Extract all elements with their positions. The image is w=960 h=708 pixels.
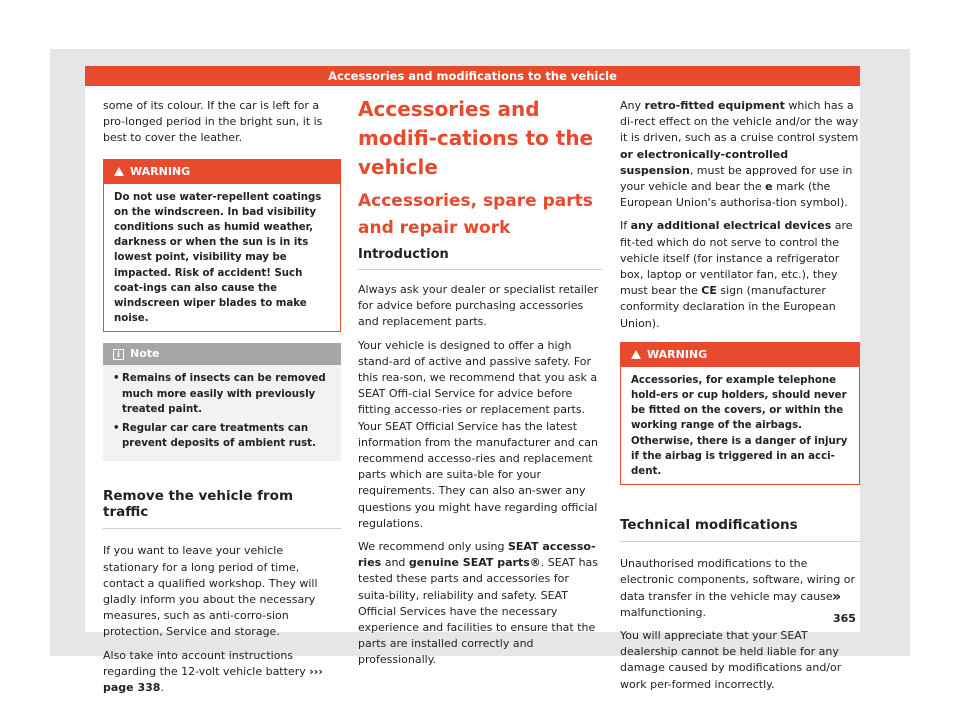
warning-header: [621, 343, 859, 367]
paragraph-text: and: [384, 556, 406, 570]
paragraph: [358, 539, 602, 669]
column-right: [620, 98, 860, 700]
paragraph-text: sign (manufacturer conformity declaration in the European Union).: [620, 284, 836, 330]
note-list: [103, 365, 341, 461]
paragraph-text: which has a di-rect effect on the vehicle and/or the way it is driven, such as a cruise control system: [620, 99, 859, 145]
paragraph-text: If: [620, 219, 628, 233]
warning-header: [104, 160, 340, 184]
punctuation: .: [160, 681, 164, 695]
info-icon: i: [113, 349, 124, 360]
paragraph: Always ask your dealer or specialist retailer for advice before purchasing accessories and replacement parts.: [358, 283, 599, 329]
list-item: • Regular car care treatments can prevent deposits of ambient rust.: [113, 421, 331, 451]
warning-box: [103, 159, 341, 333]
chapter-subtitle: Accessories, spare parts and repair work: [358, 191, 593, 238]
paragraph-text: mark (the European Union's authorisa-tion symbol).: [620, 180, 848, 210]
warning-title: WARNING: [647, 347, 708, 361]
column-middle: [358, 95, 602, 676]
warning-text: Accessories, for example telephone hold-ers or cup holders, should never be fitted on the covers, or within the working range of the airbags. Otherwise, there is a danger of injury if the airbag is triggered in an acci-dent.: [631, 374, 848, 478]
running-header: Accessories and modifications to the vehicle: [85, 66, 860, 86]
bold-text: retro-fitted equipment: [644, 99, 785, 112]
e-mark-symbol: e: [765, 180, 773, 194]
ce-mark-symbol: CE: [701, 284, 717, 298]
note-header: [103, 343, 341, 365]
paragraph: some of its colour. If the car is left for a pro-longed period in the bright sun, it is best to cover the leather.: [103, 99, 323, 145]
paragraph-text: We recommend only using: [358, 540, 505, 554]
paragraph: If you want to leave your vehicle stationary for a long period of time, contact a qualified workshop. They will gladly inform you about the necessary measures, such as anti-corro-sion protection, Service and storage.: [103, 544, 318, 639]
section-title: Introduction: [358, 245, 602, 270]
continue-marker: »: [832, 589, 842, 605]
paragraph-text: . SEAT has tested these parts and accessories for suita-bility, reliability and safety. SEAT Official Services have the necessary experience and facilities to ensure that the parts are installed correctly and professionally.: [358, 556, 599, 667]
page-number: 365: [833, 612, 856, 625]
list-item: • Remains of insects can be removed much more easily with previously treated paint.: [113, 371, 331, 417]
paragraph-text: are fit-ted which do not serve to control the vehicle itself (for instance a refrigerator box, laptop or ventilator fan, etc.), they must bear the: [620, 219, 853, 298]
warning-title: WARNING: [130, 164, 191, 178]
bold-text: SEAT accesso-ries: [358, 540, 596, 570]
warning-text: Do not use water-repellent coatings on the windscreen. In bad visibility conditions such as humid weather, darkness or when the sun is in its lowest point, visibility may be impacted. Risk of accident! Such coat-ings can also cause the windscreen wiper blades to make noise.: [114, 191, 322, 325]
warning-triangle-icon: [114, 167, 124, 176]
note-title: Note: [130, 347, 160, 361]
paragraph: [103, 648, 341, 697]
paragraph: [620, 218, 860, 331]
warning-box: [620, 342, 860, 485]
paragraph-text: Any: [620, 99, 642, 112]
chapter-title: Accessories and modifi-cations to the vehicle: [358, 97, 594, 179]
paragraph: You will appreciate that your SEAT dealership cannot be held liable for any damage caused by modifications and/or work per-formed incorrectly.: [620, 629, 842, 691]
page-reference-link[interactable]: ››› page 338: [103, 664, 323, 695]
note-box: [103, 343, 341, 461]
paragraph-text: , must be approved for use in your vehicle and bear the: [620, 163, 853, 194]
section-title: Remove the vehicle from traffic: [103, 488, 341, 529]
column-left: [103, 98, 341, 703]
bold-text: genuine SEAT parts®: [408, 556, 541, 570]
paragraph: [620, 98, 860, 211]
paragraph: Your vehicle is designed to offer a high stand-ard of active and passive safety. For this rea-son, we recommend that you ask a SEAT Offi-cial Service for advice before fitting accesso-ries or replacement parts. Your SEAT Official Service has the latest information from the manufacturer and can recommend accesso-ries and replacement parts which are suita-ble for your requirements. They can also an-swer any questions you might have regarding official regulations.: [358, 338, 598, 530]
paragraph: Unauthorised modifications to the electronic components, software, wiring or data transfer in the vehicle may cause malfunctioning.: [620, 557, 856, 619]
bold-text: any additional electrical devices: [630, 219, 832, 233]
bold-text: or electronically-controlled suspension: [620, 147, 789, 177]
paragraph-text: Also take into account instructions regarding the 12-volt vehicle battery: [103, 648, 306, 678]
section-title: Technical modifications: [620, 517, 860, 542]
warning-triangle-icon: [631, 350, 641, 359]
